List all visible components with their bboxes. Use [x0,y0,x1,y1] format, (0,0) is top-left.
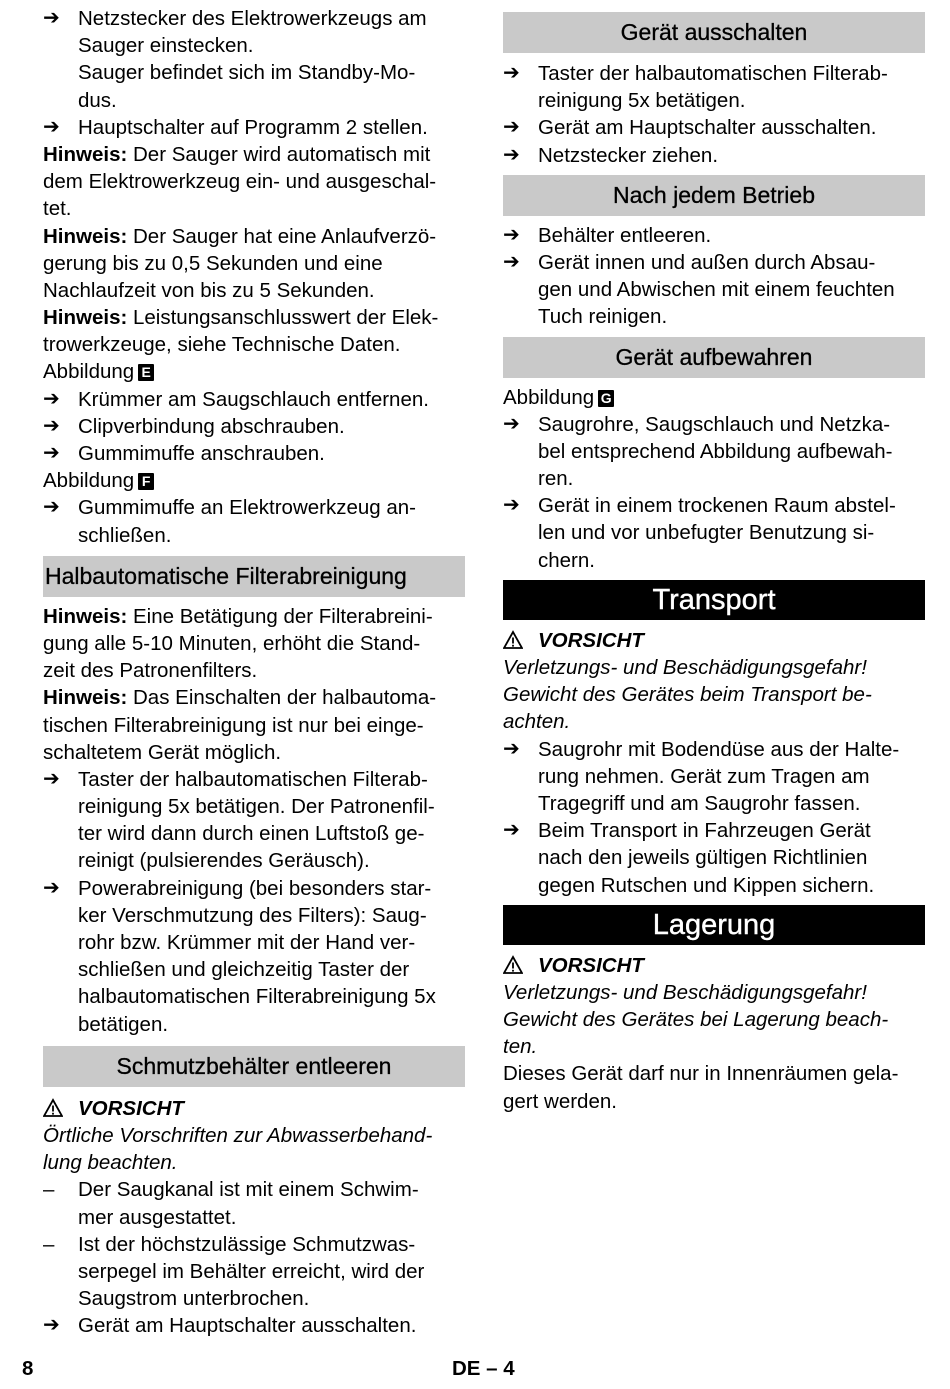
arrow-icon: ➔ [503,62,520,84]
hint-paragraph: Hinweis: Eine Betätigung der Filterabreini- gung alle 5-10 Minuten, erhöht die Stand- zeit des Patronenfilters. [43,604,433,683]
step-item: ➔ Saugrohre, Saugschlauch und Netzka- bel entsprechend Abbildung aufbewah- ren. [503,412,893,491]
warning-triangle-icon [503,630,523,650]
figure-letter-badge: G [598,390,614,407]
figure-letter-badge: E [138,364,154,381]
step-item: ➔ Behälter entleeren. [503,222,925,249]
step-item: ➔ Gummimuffe anschrauben. [43,440,465,467]
step-item: ➔ Powerabreinigung (bei besonders star- ker Verschmutzung des Filters): Saug- rohr bzw. Krümmer mit der Hand ver- schließen und gleichzeitig Taster der halbautomatischen Filterabreinigung 5x betätigen. [43,876,436,1036]
arrow-icon: ➔ [503,223,520,246]
figure-reference: Abbildung F [43,467,465,494]
arrow-icon: ➔ [503,116,520,139]
step-item: ➔ Saugrohr mit Bodendüse aus der Halte- rung nehmen. Gerät zum Tragen am Tragegriff und am Saugrohr fassen. [503,737,900,815]
figure-reference: Abbildung G [503,384,925,411]
caution-text: Verletzungs- und Beschädigungsgefahr! Gewicht des Gerätes beim Transport be- achten. [503,656,872,734]
dash-item: – Der Saugkanal ist mit einem Schwim- mer ausgestattet. [43,1178,419,1229]
arrow-icon: ➔ [43,767,60,790]
section-heading-geraet-ausschalten: Gerät ausschalten [503,12,925,53]
step-item: ➔ Gerät am Hauptschalter ausschalten. [43,1312,465,1339]
caution-text: Örtliche Vorschriften zur Abwasserbehand- lung beachten. [43,1123,433,1175]
step-item: ➔ Gerät am Hauptschalter ausschalten. [503,114,925,141]
arrow-icon: ➔ [43,876,60,899]
arrow-icon: ➔ [43,414,60,437]
arrow-icon: ➔ [503,412,520,435]
step-item: ➔ Gummimuffe an Elektrowerkzeug an- schließen. [43,496,417,547]
step-item: ➔ Gerät innen und außen durch Absau- gen und Abwischen mit einem feuchten Tuch reinigen. [503,250,895,329]
arrow-icon: ➔ [43,1314,60,1337]
right-column [503,8,925,1115]
section-heading-nach-jedem-betrieb: Nach jedem Betrieb [503,175,925,216]
arrow-icon: ➔ [43,496,60,519]
dash-item: – Ist der höchstzulässige Schmutzwas- serpegel im Behälter erreicht, wird der Saugstrom unterbrochen. [43,1232,425,1311]
dash-bullet: – [43,1178,55,1202]
warning-triangle-icon [503,955,523,975]
step-item: ➔ Gerät in einem trockenen Raum abstel- len und vor unbefugter Benutzung si- chern. [503,494,896,572]
hint-paragraph: Hinweis: Der Sauger wird automatisch mit dem Elektrowerkzeug ein- und ausgeschal- tet. [43,142,437,221]
section-heading-schmutzbehaelter: Schmutzbehälter entleeren [43,1046,465,1087]
arrow-icon: ➔ [503,494,520,517]
caution-text: Verletzungs- und Beschädigungsgefahr! Gewicht des Gerätes bei Lagerung beach- ten. [503,980,889,1059]
hint-paragraph: Hinweis: Das Einschalten der halbautoma- tischen Filterabreinigung ist nur bei einge- schaltetem Gerät möglich. [43,686,437,764]
step-item: ➔ Netzstecker des Elektrowerkzeugs am Sauger einstecken. Sauger befindet sich im Standby-Mo- dus. [43,7,427,112]
body-paragraph: Dieses Gerät darf nur in Innenräumen gela- gert werden. [503,1062,899,1113]
arrow-icon: ➔ [503,819,520,842]
chapter-heading-lagerung: Lagerung [503,905,925,945]
caution-label: VORSICHT [503,627,925,654]
step-item: ➔ Netzstecker ziehen. [503,142,925,169]
arrow-icon: ➔ [43,442,60,464]
section-heading-filter: Halbautomatische Filterabreinigung [43,556,465,597]
step-item: ➔ Clipverbindung abschrauben. [43,413,465,440]
step-item: ➔ Taster der halbautomatischen Filterab- reinigung 5x betätigen. Der Patronenfil- ter wird dann durch einen Luftstoß ge- reinigt (pulsierendes Geräusch). [43,767,435,873]
warning-triangle-icon [43,1098,63,1118]
chapter-heading-transport: Transport [503,580,925,620]
hint-paragraph: Hinweis: Der Sauger hat eine Anlaufverzö- gerung bis zu 0,5 Sekunden und eine Nachlaufzeit von bis zu 5 Sekunden. [43,224,437,302]
caution-label: VORSICHT [503,952,925,979]
arrow-icon: ➔ [43,115,60,138]
hint-paragraph: Hinweis: Leistungsanschlusswert der Elek- trowerkzeuge, siehe Technische Daten. [43,306,439,357]
step-item: ➔ Hauptschalter auf Programm 2 stellen. [43,114,465,141]
caution-label: VORSICHT [43,1095,465,1122]
dash-bullet: – [43,1232,55,1256]
arrow-icon: ➔ [43,7,60,29]
left-column [43,5,465,1339]
arrow-icon: ➔ [43,387,60,410]
page-number: 8 [22,1357,34,1380]
step-item: ➔ Beim Transport in Fahrzeugen Gerät nach den jeweils gültigen Richtlinien gegen Rutschen und Kippen sichern. [503,819,875,897]
step-item: ➔ Krümmer am Saugschlauch entfernen. [43,386,465,413]
step-item: ➔ Taster der halbautomatischen Filterab- reinigung 5x betätigen. [503,62,888,113]
arrow-icon: ➔ [503,737,520,760]
arrow-icon: ➔ [503,143,520,166]
figure-reference: Abbildung E [43,358,465,385]
arrow-icon: ➔ [503,250,520,273]
figure-letter-badge: F [138,473,154,490]
section-heading-geraet-aufbewahren: Gerät aufbewahren [503,337,925,378]
section-reference: DE – 4 [452,1357,515,1380]
